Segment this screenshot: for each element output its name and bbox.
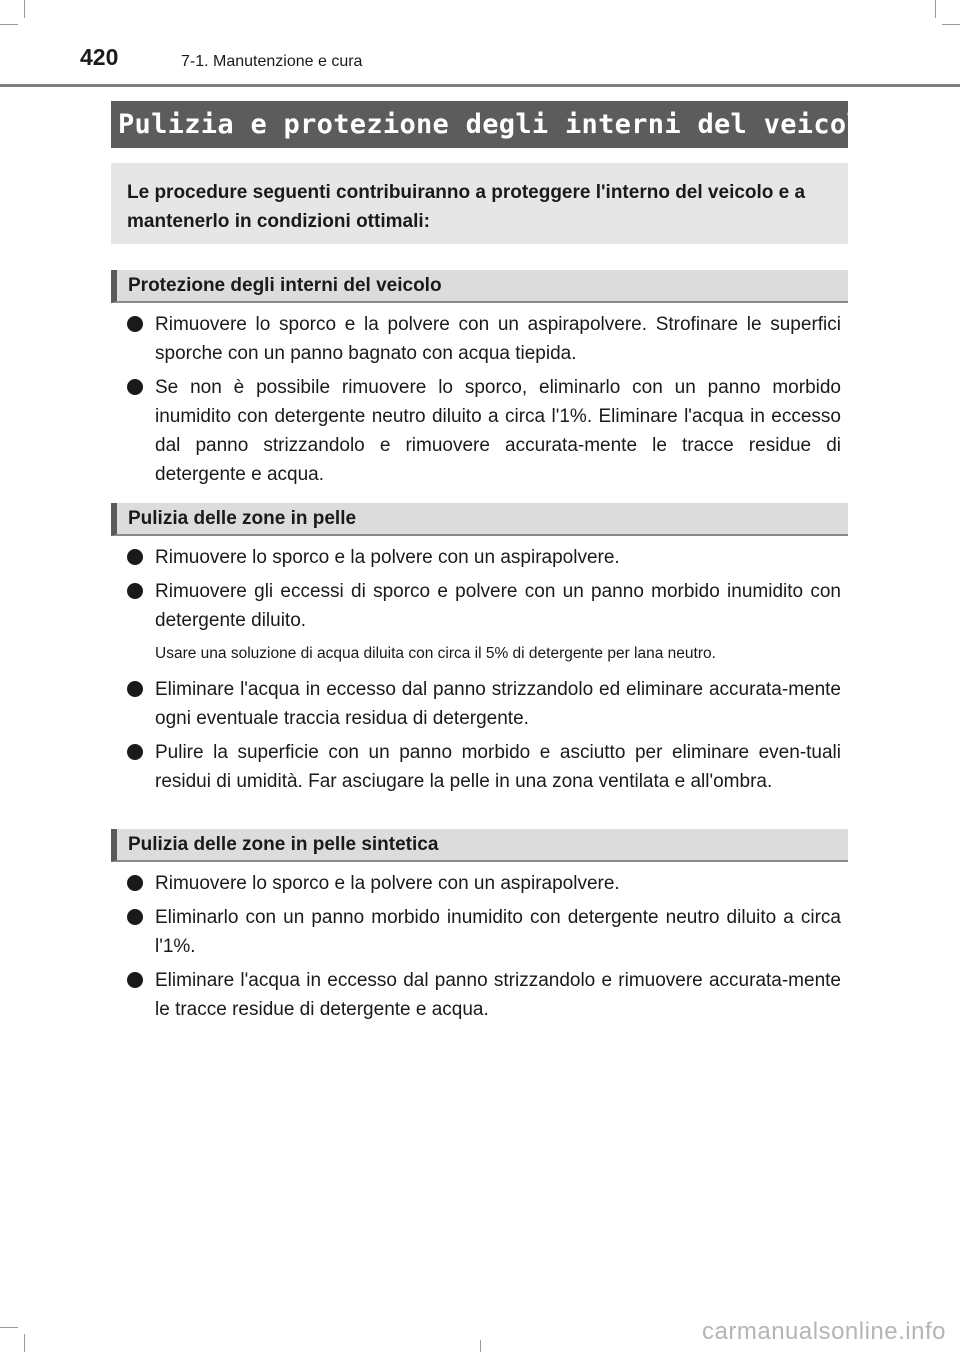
page-title: Pulizia e protezione degli interni del veicolo <box>118 109 880 140</box>
title-bar <box>111 101 880 148</box>
page-header <box>0 38 960 88</box>
bullet-icon <box>127 875 143 891</box>
list-item <box>127 310 841 368</box>
bullet-text: Eliminare l'acqua in eccesso dal panno strizzandolo ed eliminare accurata-mente ogni eventuale traccia residua di detergente. <box>155 679 841 729</box>
list-item <box>127 869 841 898</box>
bullet-list-protection <box>127 310 841 494</box>
bullet-icon <box>127 972 143 988</box>
header-rule <box>0 84 960 87</box>
section-heading-protection <box>111 270 848 303</box>
section-reference: 7-1. Manutenzione e cura <box>181 53 363 70</box>
bullet-text: Eliminarlo con un panno morbido inumidito con detergente neutro diluito a circa l'1%. <box>155 907 841 957</box>
list-item <box>127 738 841 796</box>
bullet-icon <box>127 379 143 395</box>
bullet-list-leather <box>127 543 841 801</box>
bullet-text: Se non è possibile rimuovere lo sporco, eliminarlo con un panno morbido inumidito con detergente neutro diluito a circa l'1%. Eliminare l'acqua in eccesso dal panno strizzandolo e rimuovere accurata-mente le tracce residue di detergente e acqua. <box>155 377 841 485</box>
list-item <box>127 675 841 733</box>
bullet-icon <box>127 909 143 925</box>
list-item <box>127 543 841 572</box>
crop-mark <box>942 24 960 25</box>
crop-mark <box>0 24 18 25</box>
crop-mark <box>24 0 25 18</box>
section-heading-text: Pulizia delle zone in pelle sintetica <box>128 834 439 855</box>
crop-mark <box>935 0 936 18</box>
bullet-icon <box>127 583 143 599</box>
bullet-icon <box>127 549 143 565</box>
bullet-text: Pulire la superficie con un panno morbido e asciutto per eliminare even-tuali residui di umidità. Far asciugare la pelle in una zona ventilata e all'ombra. <box>155 742 841 792</box>
intro-text: Le procedure seguenti contribuiranno a proteggere l'interno del veicolo e a mantenerlo in condizioni ottimali: <box>127 182 806 232</box>
section-heading-text: Pulizia delle zone in pelle <box>128 508 357 529</box>
list-item <box>127 373 841 489</box>
page-number: 420 <box>80 44 119 70</box>
note-text: Usare una soluzione di acqua diluita con circa il 5% di detergente per lana neutro. <box>155 645 716 662</box>
list-item <box>127 903 841 961</box>
bullet-text: Rimuovere lo sporco e la polvere con un aspirapolvere. <box>155 873 620 894</box>
crop-mark <box>24 1334 25 1352</box>
section-heading-synthetic-leather <box>111 829 848 862</box>
bullet-text: Rimuovere lo sporco e la polvere con un aspirapolvere. <box>155 547 620 568</box>
bullet-list-synthetic-leather <box>127 869 841 1029</box>
bullet-icon <box>127 744 143 760</box>
bullet-icon <box>127 681 143 697</box>
crop-mark <box>0 1327 18 1328</box>
bullet-text: Eliminare l'acqua in eccesso dal panno strizzandolo e rimuovere accurata-mente le tracce residue di detergente e acqua. <box>155 970 841 1020</box>
section-heading-text: Protezione degli interni del veicolo <box>128 275 442 296</box>
intro-box <box>111 163 848 244</box>
crop-mark <box>480 1340 481 1352</box>
list-item <box>127 577 841 635</box>
watermark: carmanualsonline.info <box>702 1318 946 1345</box>
bullet-text: Rimuovere gli eccessi di sporco e polvere con un panno morbido inumidito con detergente diluito. <box>155 581 841 631</box>
section-heading-leather <box>111 503 848 536</box>
bullet-icon <box>127 316 143 332</box>
list-item <box>127 966 841 1024</box>
bullet-text: Rimuovere lo sporco e la polvere con un aspirapolvere. Strofinare le superfici sporche con un panno bagnato con acqua tiepida. <box>155 314 841 364</box>
